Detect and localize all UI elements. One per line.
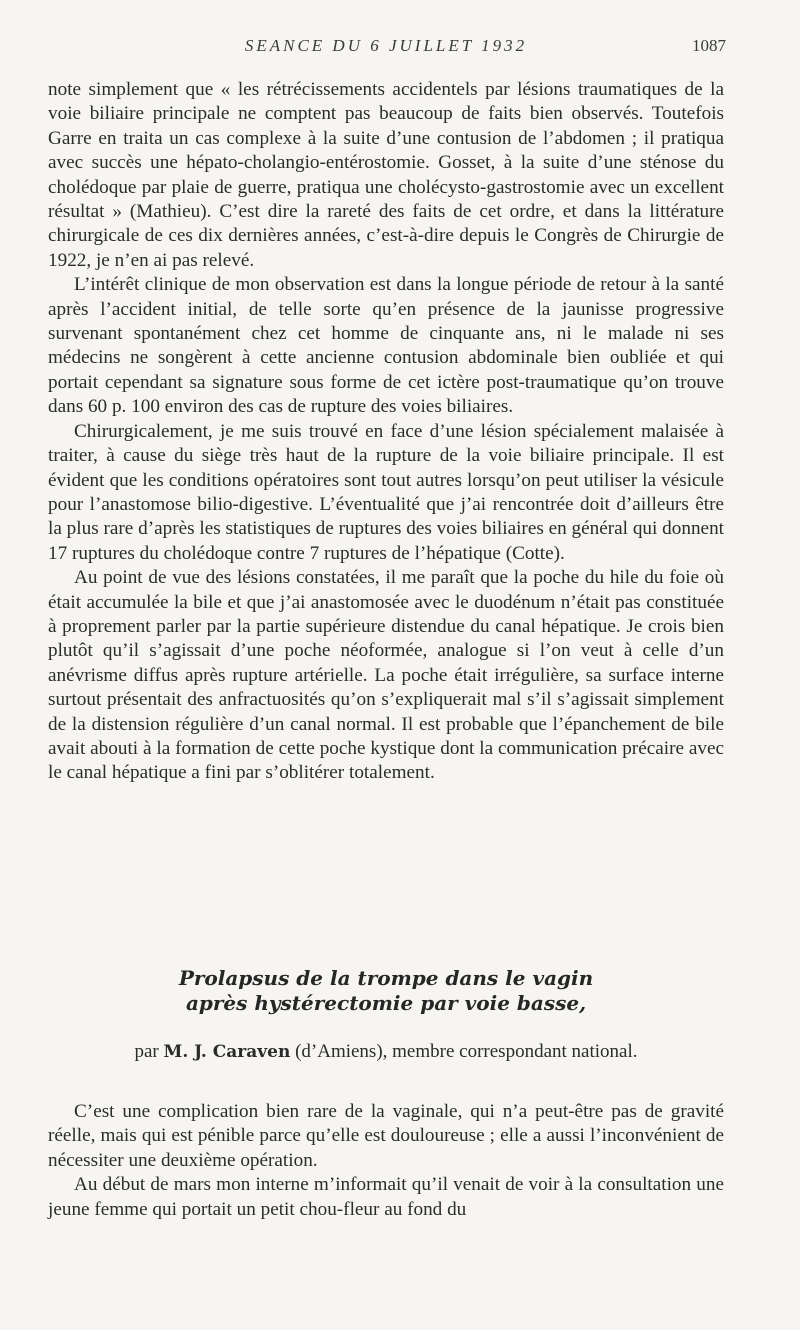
article-text	[48, 1100, 724, 1222]
running-title: SEANCE DU 6 JUILLET 1932	[244, 36, 528, 55]
paragraph: Chirurgicalement, je me suis trouvé en face d’une lésion spécialement malaisée à traiter, à cause du siège très haut de la rupture de la voie biliaire principale. Il est évident que les conditions opératoires sont tout autres lorsqu’on peut utiliser la vésicule pour l’anastomose bilio-digestive. L’éventualité que j’ai rencontrée doit d’ailleurs être la plus rare d’après les statistiques de ruptures des voies biliaires en général qui donnent 17 ruptures du cholédoque contre 7 ruptures de l’hépatique (Cotte).	[48, 420, 724, 564]
paragraph: Au point de vue des lésions constatées, il me paraît que la poche du hile du foie où était accumulée la bile et que j’ai anastomosée avec le duodénum n’était pas constituée à proprement parler par la partie supérieure distendue du canal hépatique. Je crois bien plutôt qu’il s’agissait d’une poche néoformée, analogue si l’on veut à celle d’un anévrisme diffus après rupture artérielle. La poche était irrégulière, sa surface interne surtout présentait des anfractuosités qu’on s’expliquerait mal s’il s’agissait simplement de la distension régulière d’un canal normal. Il est probable que l’épanchement de bile avait abouti à la formation de cette poche kystique dont la communication précaire avec le canal hépatique a fini par s’oblitérer totalement.	[48, 567, 724, 784]
paragraph: L’intérêt clinique de mon observation est dans la longue période de retour à la santé après l’accident initial, de telle sorte qu’en présence de la jaunisse progressive survenant spontanément chez cet homme de cinquante ans, ni le malade ni ses médecins ne songèrent à cette ancienne contusion abdominale bien oubliée et qui portait cependant sa signature sous forme de cet ictère post-traumatique qu’on trouve dans 60 p. 100 environ des cas de rupture des voies biliaires.	[48, 274, 724, 418]
article-title-line: Prolapsus de la trompe dans le vagin	[178, 966, 594, 990]
continued-article-text	[48, 78, 724, 786]
running-header	[48, 36, 724, 60]
paragraph: Au début de mars mon interne m’informait qu’il venait de voir à la consultation une jeune femme qui portait un petit chou-fleur au fond du	[48, 1174, 724, 1220]
page-number: 1087	[692, 36, 726, 55]
paragraph: C’est une complication bien rare de la vaginale, qui n’a peut-être pas de gravité réelle, mais qui est pénible parce qu’elle est douloureuse ; elle a aussi l’inconvénient de nécessiter une deuxième opération.	[48, 1101, 724, 1171]
byline-prefix: par	[134, 1041, 159, 1062]
paragraph: note simplement que « les rétrécissements accidentels par lésions traumatiques de la voie biliaire principale ne comptent pas beaucoup de faits bien observés. Toutefois Garre en traita un cas complexe à la suite d’une contusion de l’abdomen ; il pratiqua avec succès une hépato-cholangio-entérostomie. Gosset, à la suite d’une sténose du cholédoque par plaie de guerre, pratiqua une cholécysto-gastrostomie avec un excellent résultat » (Mathieu). C’est dire la rareté des faits de cet ordre, et dans la littérature chirurgicale de ces dix dernières années, c’est-à-dire depuis le Congrès de Chirurgie de 1922, je n’en ai pas relevé.	[48, 79, 724, 271]
article-title	[48, 966, 724, 1016]
article-title-line: après hystérectomie par voie basse,	[185, 991, 587, 1015]
byline-suffix: (d’Amiens), membre correspondant national.	[295, 1041, 638, 1062]
byline-author: M. J. Caraven	[163, 1042, 291, 1062]
byline	[48, 1040, 724, 1064]
